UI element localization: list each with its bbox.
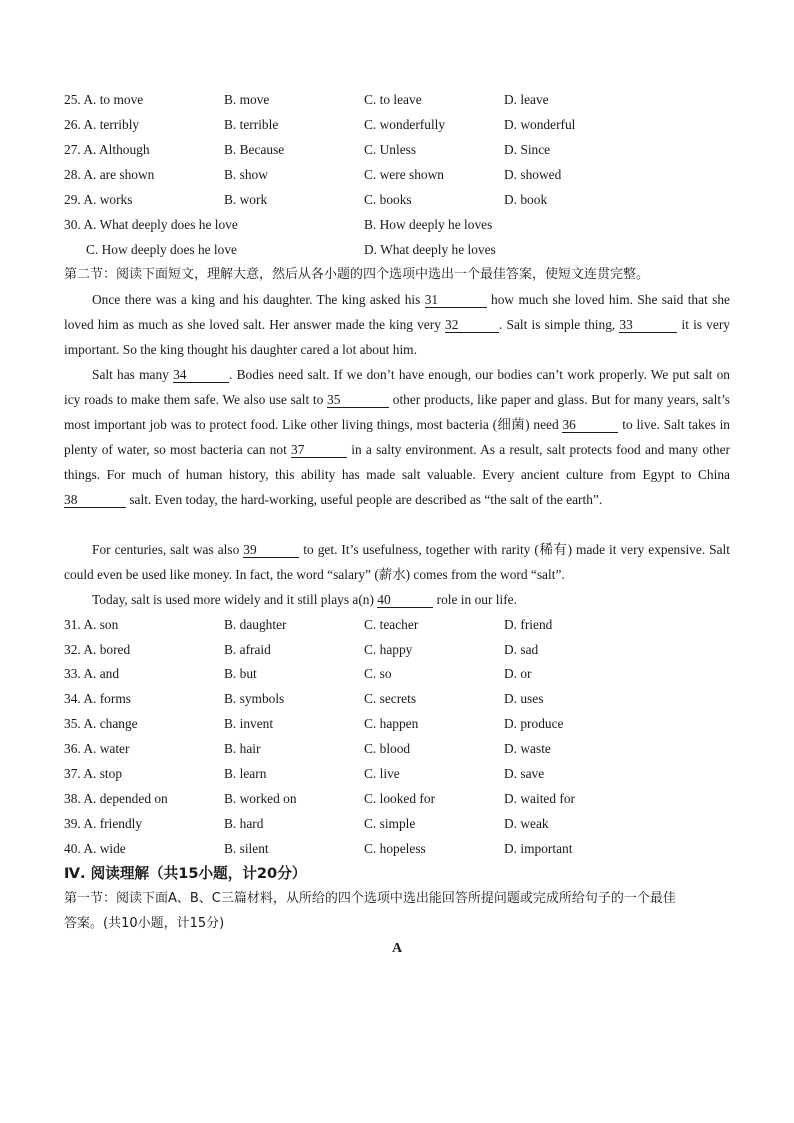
option-row-32 xyxy=(64,637,730,662)
option-d: D. save xyxy=(504,766,545,781)
option-d: D. sad xyxy=(504,642,539,657)
text-run: it is very important. So the king thought his daughter cared a lot about him. xyxy=(64,317,730,357)
passage-paragraph-4 xyxy=(64,587,730,612)
section4-intro-line2: 答案。(共10小题，计15分) xyxy=(64,916,225,931)
section4-intro-line1: 第一节：阅读下面A、B、C三篇材料，从所给的四个选项中选出能回答所提问题或完成所给句子的一个最佳 xyxy=(64,891,676,906)
option-c: C. were shown xyxy=(364,167,444,182)
option-d: D. or xyxy=(504,666,532,681)
text-run: how much she loved him. She said that she loved him as much as she loved salt. Her answer made the king very xyxy=(64,292,730,332)
option-c: C. Unless xyxy=(364,142,417,157)
option-row-27 xyxy=(64,137,730,162)
text-run: salt. Even today, the hard-working, useful people are described as “the salt of the earth”. xyxy=(126,492,603,507)
blank-38: 38 xyxy=(64,492,126,508)
option-d: D. leave xyxy=(504,92,549,107)
option-a: 33. A. and xyxy=(64,666,120,681)
passage-paragraph-2 xyxy=(64,362,730,512)
option-a: 30. A. What deeply does he love xyxy=(64,217,238,232)
option-c: C. live xyxy=(364,766,400,781)
text-run: in a salty environment. As a result, salt protects food and many other things. For much of human history, this ability has made salt valuable. Every ancient culture from Egypt to China xyxy=(64,442,730,482)
option-a: 35. A. change xyxy=(64,716,138,731)
option-d: D. book xyxy=(504,192,548,207)
option-d: D. What deeply he loves xyxy=(364,242,496,257)
option-c: C. happen xyxy=(364,716,419,731)
option-a: 34. A. forms xyxy=(64,691,131,706)
text-run: Today, salt is used more widely and it still plays a(n) xyxy=(92,592,378,607)
blank-39: 39 xyxy=(243,542,299,558)
text-run: role in our life. xyxy=(433,592,517,607)
option-c: C. wonderfully xyxy=(364,117,446,132)
option-c: C. to leave xyxy=(364,92,422,107)
option-b: B. hair xyxy=(224,741,261,756)
option-row-26 xyxy=(64,112,730,137)
text-run: to get. It’s usefulness, together with rarity (稀有) made it very expensive. Salt could even be used like money. In fact, the word “salary” (薪水) comes from the word “salt”. xyxy=(64,542,731,582)
option-b: B. symbols xyxy=(224,691,285,706)
blank-34: 34 xyxy=(173,367,229,383)
option-row-37 xyxy=(64,761,730,786)
blank-37: 37 xyxy=(291,442,347,458)
option-c: C. blood xyxy=(364,741,411,756)
passage-paragraph-3 xyxy=(64,537,730,587)
text-run: . Salt is simple thing, xyxy=(499,317,620,332)
option-row-39 xyxy=(64,811,730,836)
option-d: D. produce xyxy=(504,716,564,731)
blank-36: 36 xyxy=(562,417,618,433)
option-d: D. friend xyxy=(504,617,553,632)
option-row-31 xyxy=(64,612,730,637)
blank-40: 40 xyxy=(377,592,433,608)
option-a: 27. A. Although xyxy=(64,142,150,157)
option-b: B. terrible xyxy=(224,117,279,132)
option-row-34 xyxy=(64,686,730,711)
option-a: 40. A. wide xyxy=(64,841,126,856)
option-d: D. important xyxy=(504,841,573,856)
option-row-35 xyxy=(64,711,730,736)
section2-heading: 第二节：阅读下面短文，理解大意，然后从各小题的四个选项中选出一个最佳答案，使短文连贯完整。 xyxy=(64,267,650,282)
text-run: to live. Salt takes in plenty of water, so most bacteria can not xyxy=(64,417,730,457)
option-b: B. work xyxy=(224,192,268,207)
option-a: 25. A. to move xyxy=(64,92,144,107)
option-a: 36. A. water xyxy=(64,741,130,756)
option-d: D. showed xyxy=(504,167,562,182)
option-c: C. looked for xyxy=(364,791,436,806)
text-run: For centuries, salt was also xyxy=(92,542,244,557)
option-a: 38. A. depended on xyxy=(64,791,168,806)
blank-35: 35 xyxy=(327,392,389,408)
option-a: 26. A. terribly xyxy=(64,117,140,132)
option-b: B. hard xyxy=(224,816,264,831)
option-row-30a xyxy=(64,212,730,237)
option-c: C. happy xyxy=(364,642,413,657)
option-b: B. learn xyxy=(224,766,267,781)
option-a: 31. A. son xyxy=(64,617,119,632)
option-b: B. worked on xyxy=(224,791,297,806)
option-d: D. uses xyxy=(504,691,544,706)
section4-title: Ⅳ. 阅读理解（共15小题，计20分） xyxy=(64,865,307,882)
option-b: B. Because xyxy=(224,142,285,157)
text-run: other products, like paper and glass. But for many years, salt’s most important job was to protect food. Like other living things, most bacteria (细菌) need xyxy=(64,392,730,432)
option-d: D. waited for xyxy=(504,791,576,806)
option-row-36 xyxy=(64,736,730,761)
option-b: B. move xyxy=(224,92,270,107)
option-c: C. How deeply does he love xyxy=(86,242,237,257)
option-a: 29. A. works xyxy=(64,192,133,207)
option-row-29 xyxy=(64,187,730,212)
option-d: D. wonderful xyxy=(504,117,576,132)
option-b: B. daughter xyxy=(224,617,287,632)
option-c: C. so xyxy=(364,666,392,681)
text-run: Salt has many xyxy=(92,367,174,382)
option-a: 28. A. are shown xyxy=(64,167,155,182)
option-d: D. waste xyxy=(504,741,551,756)
option-row-38 xyxy=(64,786,730,811)
option-row-25 xyxy=(64,87,730,112)
option-c: C. books xyxy=(364,192,412,207)
blank-32: 32 xyxy=(445,317,499,333)
option-row-33 xyxy=(64,661,730,686)
option-a: 32. A. bored xyxy=(64,642,131,657)
option-c: C. hopeless xyxy=(364,841,426,856)
option-row-30b xyxy=(64,237,730,262)
option-d: D. Since xyxy=(504,142,551,157)
text-run: Once there was a king and his daughter. The king asked his xyxy=(92,292,425,307)
option-a: 39. A. friendly xyxy=(64,816,143,831)
option-a: 37. A. stop xyxy=(64,766,123,781)
option-b: B. show xyxy=(224,167,268,182)
option-c: C. secrets xyxy=(364,691,417,706)
passage-paragraph-1 xyxy=(64,287,730,362)
passage-label-a: A xyxy=(391,941,403,956)
option-b: B. invent xyxy=(224,716,274,731)
option-c: C. teacher xyxy=(364,617,419,632)
blank-33: 33 xyxy=(619,317,677,333)
option-c: C. simple xyxy=(364,816,416,831)
option-b: B. afraid xyxy=(224,642,271,657)
option-d: D. weak xyxy=(504,816,549,831)
blank-31: 31 xyxy=(425,292,487,308)
option-b: B. but xyxy=(224,666,257,681)
option-b: B. How deeply he loves xyxy=(364,217,493,232)
text-run: . Bodies need salt. If we don’t have enough, our bodies can’t work properly. We put salt on icy roads to make them safe. We also use salt to xyxy=(64,367,730,407)
option-b: B. silent xyxy=(224,841,269,856)
option-row-40 xyxy=(64,836,730,861)
option-row-28 xyxy=(64,162,730,187)
